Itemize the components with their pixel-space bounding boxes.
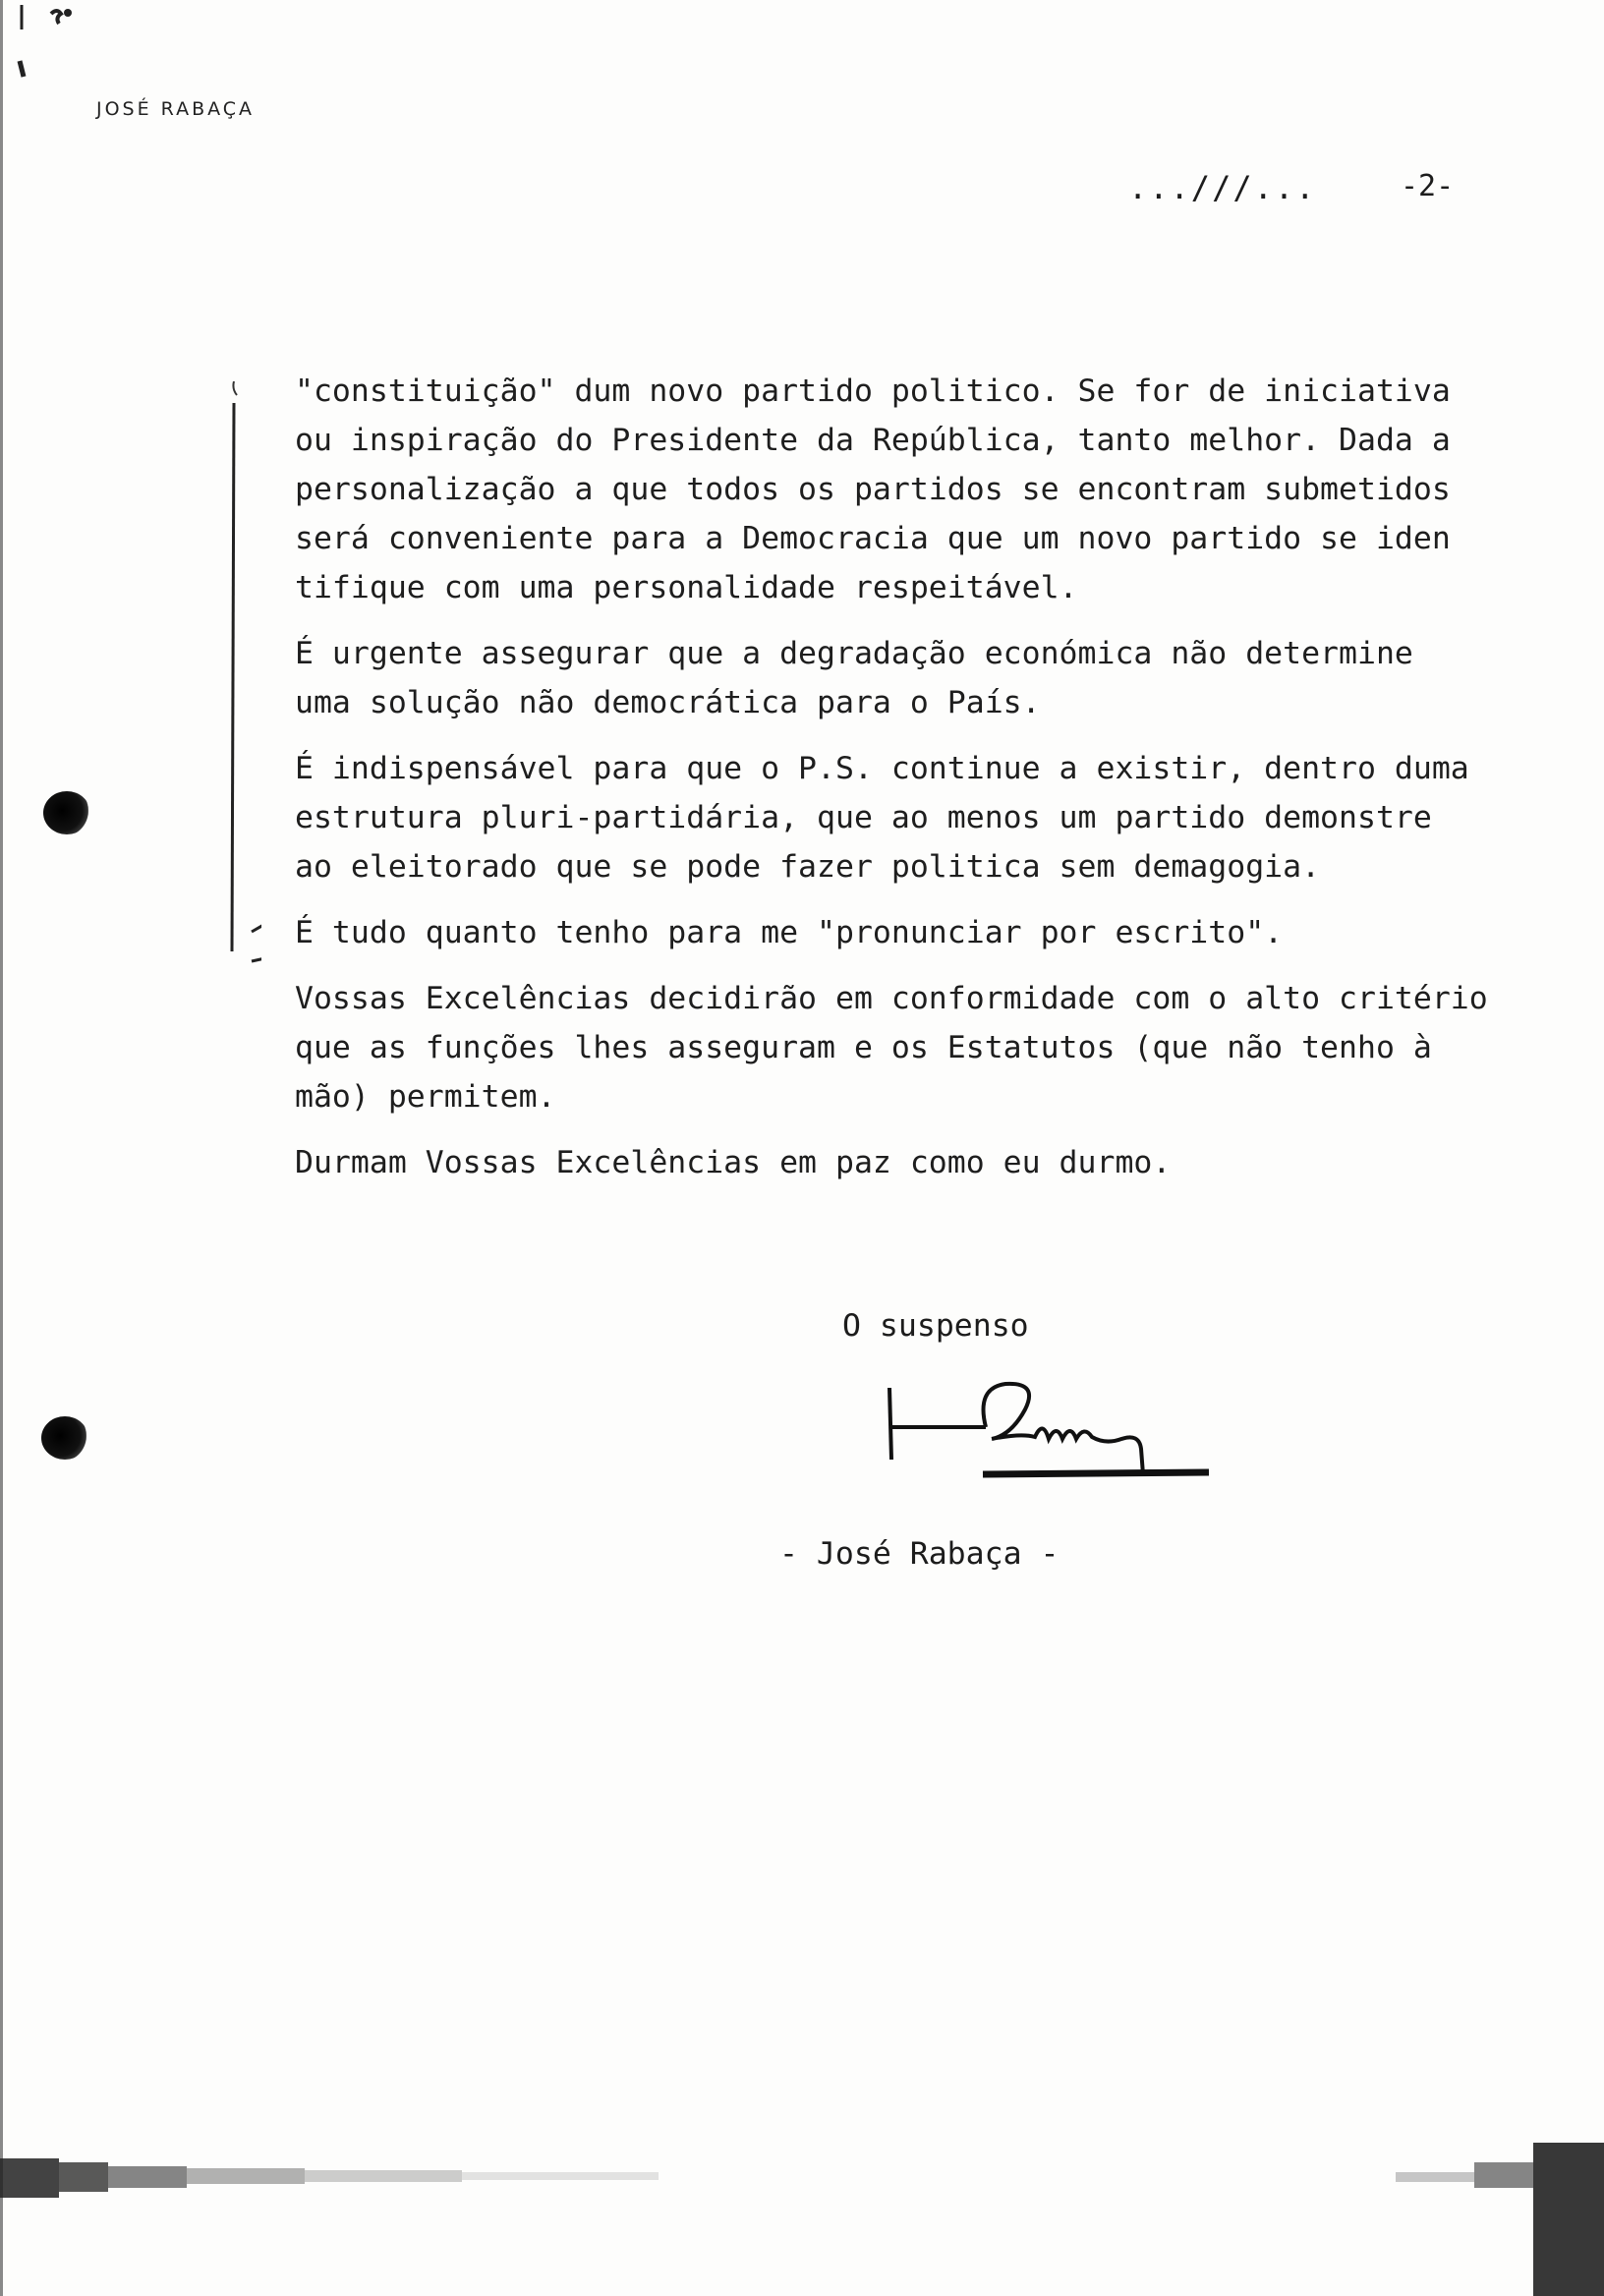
paragraph-statement [295,908,1563,957]
continuation-mark: ...///... [1128,169,1317,206]
page-number: -2- [1401,169,1455,203]
signatory-name: - José Rabaça - [779,1536,1060,1572]
text-line: uma solução não democrática para o País. [295,685,1041,720]
paragraph-economic-degradation [295,629,1563,727]
text-line: estrutura pluri-partidária, que ao menos um partido demonstre [295,800,1432,835]
text-line: personalização a que todos os partidos se encontram submetidos [295,472,1451,507]
handwritten-corner-mark [12,0,81,88]
text-line: Vossas Excelências decidirão em conformidade com o alto critério [295,981,1488,1016]
text-line: será conveniente para a Democracia que um novo partido se iden [295,521,1451,556]
text-line: É tudo quanto tenho para me "pronunciar por escrito". [295,915,1284,950]
text-line: É urgente assegurar que a degradação económica não determine [295,636,1413,671]
text-line: ao eleitorado que se pode fazer politica sem demagogia. [295,849,1321,885]
text-line: que as funções lhes asseguram e os Estatutos (que não tenho à [295,1030,1432,1065]
closing-line: O suspenso [842,1308,1029,1344]
scan-artifact-strip [0,2143,1604,2296]
paragraph-ps-continuity [295,744,1563,891]
text-line: tifique com uma personalidade respeitável. [295,570,1078,605]
letter-body [295,367,1563,1204]
letterhead: JOSÉ RABAÇA [96,98,256,120]
punch-hole-upper [43,791,90,834]
text-line: "constituição" dum novo partido politico. Se for de iniciativa [295,373,1451,409]
paragraph-farewell [295,1138,1563,1187]
text-line: mão) permitem. [295,1079,556,1115]
text-line: É indispensável para que o P.S. continue a existir, dentro duma [295,751,1469,786]
handwritten-signature [880,1366,1214,1484]
text-line: Durmam Vossas Excelências em paz como eu durmo. [295,1145,1172,1180]
margin-bracket-mark [222,381,261,971]
text-line: ou inspiração do Presidente da República, tanto melhor. Dada a [295,423,1451,458]
paragraph-decision [295,974,1563,1121]
punch-hole-lower [41,1416,88,1460]
scan-left-edge [0,0,3,2296]
paragraph-party-formation [295,367,1563,612]
